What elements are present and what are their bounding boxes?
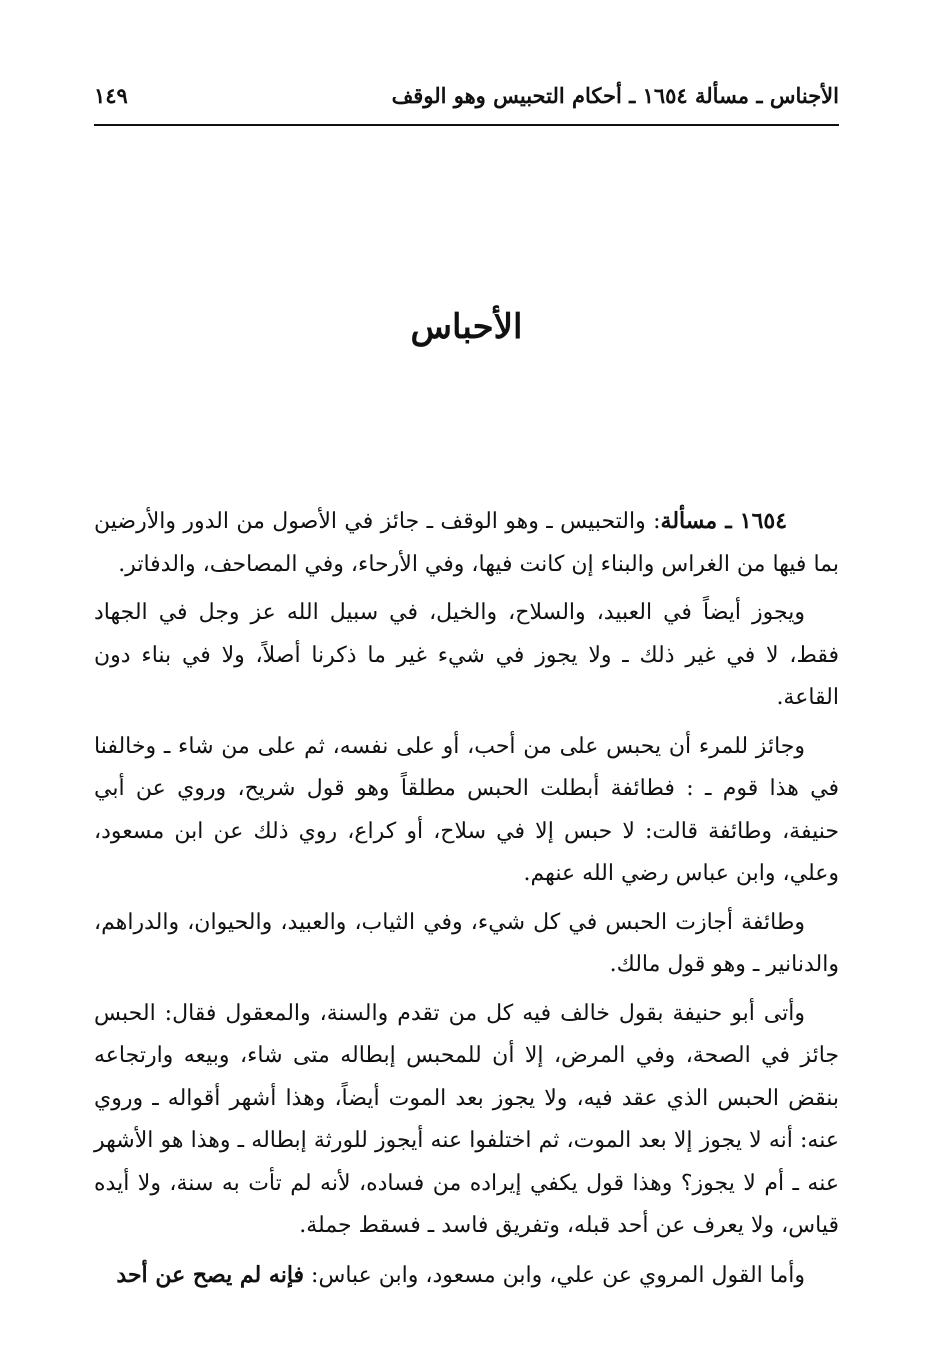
paragraph-2: ويجوز أيضاً في العبيد، والسلاح، والخيل، في سبيل الله عز وجل في الجهاد فقط، لا في غير ذلك ـ ولا يجوز في شيء غير ما ذكرنا أصلاً، ولا في بناء دون القاعة.	[94, 600, 839, 710]
chapter-title: الأحباس	[410, 306, 523, 347]
page-number: ١٤٩	[94, 82, 128, 108]
masala-number: ١٦٥٤	[739, 508, 788, 534]
paragraph-6-text: وأما القول المروي عن علي، وابن مسعود، وابن عباس:	[304, 1262, 805, 1288]
body-text	[94, 500, 839, 1303]
masala-label: مسألة	[660, 508, 718, 534]
header-rule	[94, 124, 839, 126]
paragraph-masala	[94, 500, 839, 586]
paragraph-3: وجائز للمرء أن يحبس على من أحب، أو على نفسه، ثم على من شاء ـ وخالفنا في هذا قوم ـ : فطائفة أبطلت الحبس مطلقاً وهو قول شريح، وروي عن أبي حنيفة، وطائفة قالت: لا حبس إلا في سلاح، أو كراع، روي ذلك عن ابن مسعود، وعلي، وابن عباس رضي الله عنهم.	[94, 733, 839, 886]
running-header	[94, 78, 839, 112]
paragraph-6-bold: فإنه لم يصح عن أحد	[116, 1261, 305, 1288]
paragraph-6	[94, 1254, 839, 1298]
paragraph-5: وأتى أبو حنيفة بقول خالف فيه كل من تقدم والسنة، والمعقول فقال: الحبس جائز في الصحة، وفي المرض، إلا أن للمحبس إبطاله متى شاء، وبيعه وارتجاعه بنقض الحبس الذي عقد فيه، ولا يجوز بعد الموت أيضاً، وهذا أشهر أقواله ـ وروي عنه: أنه لا يجوز إلا بعد الموت، ثم اختلفوا عنه أيجوز للورثة إبطاله ـ وهذا هو الأشهر عنه ـ أم لا يجوز؟ وهذا قول يكفي إيراده من فساده، لأنه لم تأت به سنة، ولا أيده قياس، ولا يعرف عن أحد قبله، وتفريق فاسد ـ فسقط جملة.	[94, 1000, 839, 1238]
masala-text: : والتحبيس ـ وهو الوقف ـ جائز في الأصول من الدور والأرضين بما فيها من الغراس والبناء إن كانت فيها، وفي الأرحاء، وفي المصاحف، والدفاتر.	[94, 509, 839, 577]
paragraph-4: وطائفة أجازت الحبس في كل شيء، وفي الثياب، والعبيد، والحيوان، والدراهم، والدنانير ـ وهو قول مالك.	[94, 909, 839, 977]
masala-separator: ـ	[717, 508, 740, 534]
running-title: الأجناس ـ مسألة ١٦٥٤ ـ أحكام التحبيس وهو الوقف	[391, 82, 839, 108]
